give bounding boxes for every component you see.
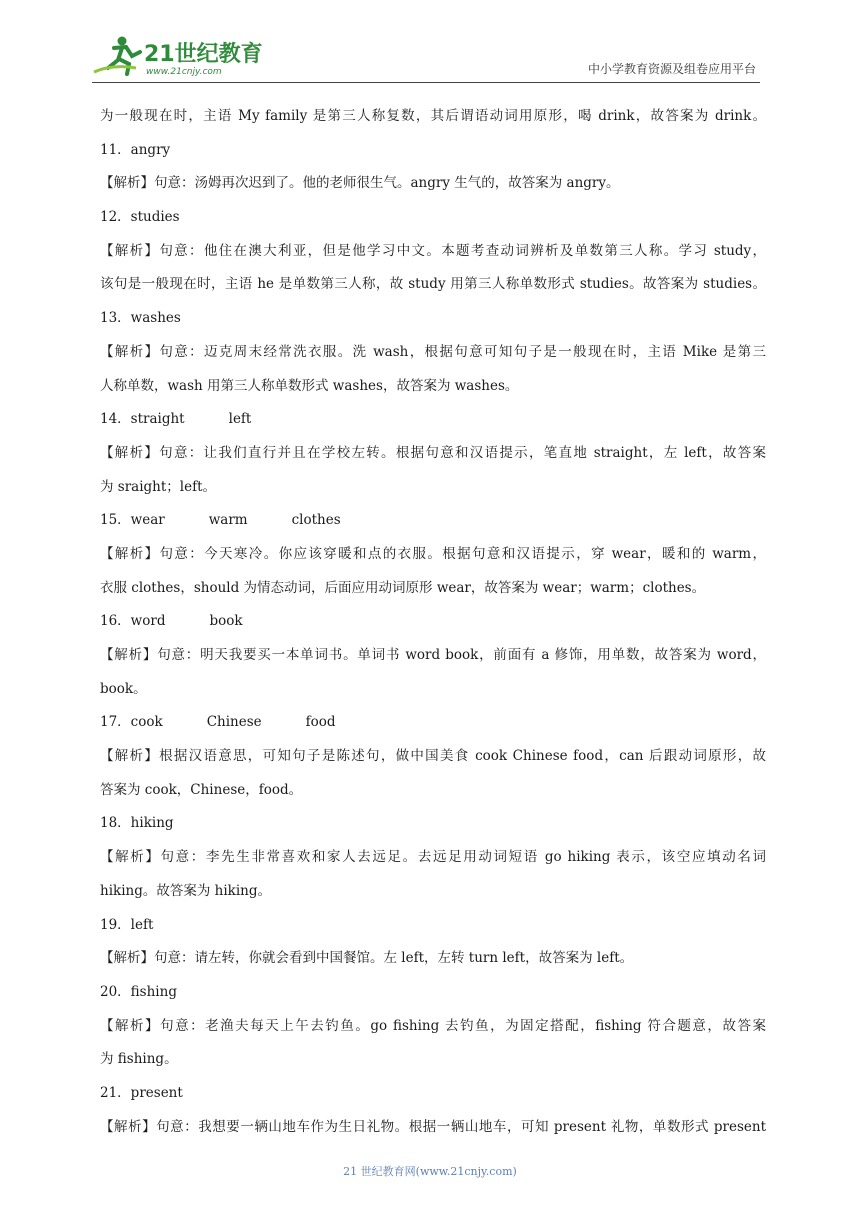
answer-word: clothes — [291, 512, 341, 529]
text-line: 【解析】句意：迈克周末经常洗衣服。洗 wash，根据句意可知句子是一般现在时，主语 Mike 是第三 — [100, 343, 766, 360]
text-line: 12．studies — [100, 209, 180, 226]
answer-word: 14．straight — [100, 411, 185, 428]
text-line: 衣服 clothes，should 为情态动词，后面应用动词原形 wear，故答案为 wear；warm；clothes。 — [100, 579, 706, 596]
answer-word: 17．cook — [100, 714, 163, 731]
text-line: 【解析】句意：请左转，你就会看到中国餐馆。左 left，左转 turn left，故答案为 left。 — [100, 950, 634, 967]
answer-word: Chinese — [206, 714, 262, 731]
text-line: 【解析】根据汉语意思，可知句子是陈述句，做中国美食 cook Chinese food，can 后跟动词原形，故 — [100, 748, 766, 765]
answer-word: book — [209, 613, 243, 630]
text-line: 11．angry — [100, 141, 171, 158]
text-line: 【解析】句意：今天寒冷。你应该穿暖和点的衣服。根据句意和汉语提示，穿 wear，暖和的 warm， — [100, 545, 766, 562]
text-line: 该句是一般现在时，主语 he 是单数第三人称，故 study 用第三人称单数形式 studies。故答案为 studies。 — [100, 276, 766, 293]
header-divider — [92, 82, 760, 83]
text-line: 【解析】句意：老渔夫每天上午去钓鱼。go fishing 去钓鱼，为固定搭配，fishing 符合题意，故答案 — [100, 1017, 766, 1034]
platform-title: 中小学教育资源及组卷应用平台 — [587, 62, 756, 76]
text-line — [100, 504, 766, 538]
text-line: 为 fishing。 — [100, 1051, 178, 1068]
answer-word: 15．wear — [100, 512, 165, 529]
text-line: 【解析】句意：他住在澳大利亚，但是他学习中文。本题考查动词辨析及单数第三人称。学习 study， — [100, 242, 766, 259]
text-line: book。 — [100, 680, 147, 697]
text-line — [100, 605, 766, 639]
logo-url: www.21cnjy.com — [146, 67, 222, 77]
text-line: 18．hiking — [100, 815, 174, 832]
runner-icon — [94, 37, 140, 75]
answer-word: warm — [208, 512, 248, 529]
answer-word: food — [305, 714, 336, 731]
text-line — [100, 706, 766, 740]
text-line: 【解析】句意：李先生非常喜欢和家人去远足。去远足用动词短语 go hiking 表示，该空应填动名词 — [100, 849, 766, 866]
text-line: 为 sraight；left。 — [100, 478, 217, 495]
text-line: 【解析】句意：明天我要买一本单词书。单词书 word book，前面有 a 修饰，用单数，故答案为 word， — [100, 647, 766, 663]
text-line — [100, 403, 766, 437]
text-line: 【解析】句意：我想要一辆山地车作为生日礼物。根据一辆山地车，可知 present 礼物，单数形式 present — [100, 1118, 766, 1135]
text-line: 【解析】句意：让我们直行并且在学校左转。根据句意和汉语提示，笔直地 straight，左 left，故答案 — [100, 444, 766, 461]
text-line: 人称单数，wash 用第三人称单数形式 washes，故答案为 washes。 — [100, 377, 519, 394]
logo — [92, 34, 272, 78]
text-line: 21．present — [100, 1084, 183, 1101]
answer-word: 16．word — [100, 613, 166, 630]
text-line: 20．fishing — [100, 983, 177, 1000]
text-line: 答案为 cook，Chinese，food。 — [100, 781, 303, 798]
page-header — [92, 30, 760, 82]
text-line: 【解析】句意：汤姆再次迟到了。他的老师很生气。angry 生气的，故答案为 angry。 — [100, 175, 620, 192]
text-line: 13．washes — [100, 310, 181, 327]
page-footer: 21 世纪教育网(www.21cnjy.com) — [343, 1165, 517, 1178]
text-line: 19．left — [100, 916, 154, 933]
text-line: 为一般现在时，主语 My family 是第三人称复数，其后谓语动词用原形，喝 drink，故答案为 drink。 — [100, 108, 766, 124]
text-line: hiking。故答案为 hiking。 — [100, 882, 271, 899]
answer-word: left — [228, 411, 252, 428]
answer-content — [100, 100, 766, 1144]
logo-text: 21世纪教育 — [144, 42, 263, 67]
